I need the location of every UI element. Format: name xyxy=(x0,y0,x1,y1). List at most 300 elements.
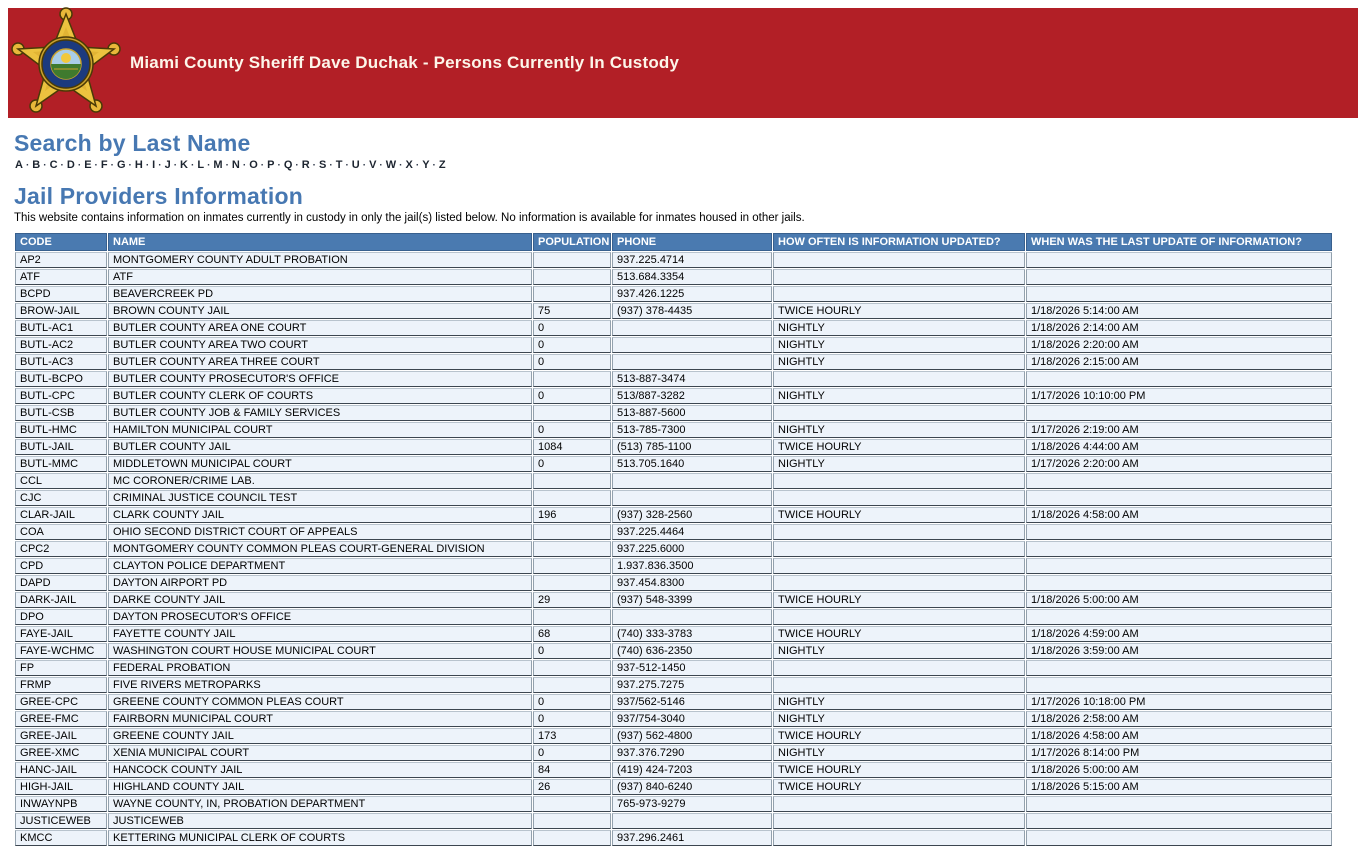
table-row xyxy=(15,592,1332,608)
column-header: PHONE xyxy=(612,233,772,251)
column-header: NAME xyxy=(108,233,532,251)
table-row xyxy=(15,456,1332,472)
table-cell xyxy=(773,796,1025,812)
table-cell xyxy=(1026,677,1332,693)
letter-separator: · xyxy=(77,160,82,171)
table-row xyxy=(15,694,1332,710)
letter-separator: · xyxy=(345,160,349,171)
table-row xyxy=(15,643,1332,659)
table-cell: GREE-XMC xyxy=(15,745,107,761)
table-cell: 0 xyxy=(533,745,611,761)
table-cell: 1/18/2026 2:14:00 AM xyxy=(1026,320,1332,336)
table-cell: 765-973-9279 xyxy=(612,796,772,812)
table-cell xyxy=(533,269,611,285)
table-cell xyxy=(1026,609,1332,625)
table-row xyxy=(15,490,1332,506)
table-cell xyxy=(773,558,1025,574)
table-cell xyxy=(773,371,1025,387)
table-cell: NIGHTLY xyxy=(773,422,1025,438)
table-cell xyxy=(1026,541,1332,557)
table-cell: 0 xyxy=(533,388,611,404)
letter-separator: · xyxy=(128,160,132,171)
table-cell xyxy=(533,813,611,829)
table-row xyxy=(15,677,1332,693)
letter-separator: · xyxy=(94,160,98,171)
table-cell: DARKE COUNTY JAIL xyxy=(108,592,532,608)
table-cell: 937.225.6000 xyxy=(612,541,772,557)
table-cell: FAYETTE COUNTY JAIL xyxy=(108,626,532,642)
table-cell: 937-512-1450 xyxy=(612,660,772,676)
table-cell: 937.454.8300 xyxy=(612,575,772,591)
table-cell xyxy=(533,252,611,268)
table-cell: BROW-JAIL xyxy=(15,303,107,319)
table-cell: 26 xyxy=(533,779,611,795)
table-cell: NIGHTLY xyxy=(773,388,1025,404)
table-cell: 1/17/2026 10:10:00 PM xyxy=(1026,388,1332,404)
table-cell xyxy=(533,541,611,557)
table-cell: 937.225.4714 xyxy=(612,252,772,268)
table-cell: WAYNE COUNTY, IN, PROBATION DEPARTMENT xyxy=(108,796,532,812)
table-cell xyxy=(1026,269,1332,285)
letter-separator: · xyxy=(43,160,47,171)
table-cell: MONTGOMERY COUNTY COMMON PLEAS COURT-GENERAL DIVISION xyxy=(108,541,532,557)
table-cell: BUTLER COUNTY JAIL xyxy=(108,439,532,455)
table-cell: HIGH-JAIL xyxy=(15,779,107,795)
table-cell: (937) 378-4435 xyxy=(612,303,772,319)
table-cell: NIGHTLY xyxy=(773,320,1025,336)
table-cell: TWICE HOURLY xyxy=(773,626,1025,642)
table-cell: 1/18/2026 2:15:00 AM xyxy=(1026,354,1332,370)
table-row xyxy=(15,354,1332,370)
table-cell xyxy=(533,371,611,387)
table-row xyxy=(15,371,1332,387)
table-cell xyxy=(533,524,611,540)
table-cell: 937/754-3040 xyxy=(612,711,772,727)
table-cell xyxy=(1026,558,1332,574)
table-row xyxy=(15,830,1332,846)
table-cell: 513-887-3474 xyxy=(612,371,772,387)
providers-description: This website contains information on inmates currently in custody in only the jail(s) listed below. No information is available for inmates housed in other jails. xyxy=(14,212,805,224)
letter-link-Z[interactable]: Z xyxy=(438,159,446,171)
table-cell xyxy=(1026,473,1332,489)
table-cell: 0 xyxy=(533,694,611,710)
table-header-row xyxy=(15,233,1332,251)
table-cell: BUTLER COUNTY AREA TWO COURT xyxy=(108,337,532,353)
table-cell: 1/18/2026 4:58:00 AM xyxy=(1026,507,1332,523)
letter-separator: · xyxy=(207,160,211,171)
table-cell: HAMILTON MUNICIPAL COURT xyxy=(108,422,532,438)
table-cell: (937) 562-4800 xyxy=(612,728,772,744)
table-cell: BUTL-HMC xyxy=(15,422,107,438)
table-cell: BUTL-JAIL xyxy=(15,439,107,455)
table-cell xyxy=(533,473,611,489)
letter-separator: · xyxy=(225,160,229,171)
letter-link-I[interactable]: I xyxy=(152,159,156,171)
table-cell: ATF xyxy=(108,269,532,285)
table-cell: 0 xyxy=(533,354,611,370)
letter-link-B[interactable]: B xyxy=(32,159,41,171)
table-cell: 1/18/2026 5:00:00 AM xyxy=(1026,762,1332,778)
table-cell: 1084 xyxy=(533,439,611,455)
table-cell: TWICE HOURLY xyxy=(773,779,1025,795)
table-cell: 173 xyxy=(533,728,611,744)
table-cell xyxy=(773,269,1025,285)
letter-link-M[interactable]: M xyxy=(213,159,223,171)
table-cell: KETTERING MUNICIPAL CLERK OF COURTS xyxy=(108,830,532,846)
table-cell: NIGHTLY xyxy=(773,337,1025,353)
letter-link-H[interactable]: H xyxy=(134,159,143,171)
table-cell: XENIA MUNICIPAL COURT xyxy=(108,745,532,761)
table-row xyxy=(15,660,1332,676)
table-row xyxy=(15,745,1332,761)
letter-separator: · xyxy=(110,160,114,171)
table-cell: NIGHTLY xyxy=(773,643,1025,659)
table-row xyxy=(15,524,1332,540)
table-cell: MC CORONER/CRIME LAB. xyxy=(108,473,532,489)
letter-link-O[interactable]: O xyxy=(249,159,258,171)
table-cell: BUTLER COUNTY AREA ONE COURT xyxy=(108,320,532,336)
table-row xyxy=(15,575,1332,591)
table-cell xyxy=(612,609,772,625)
table-row xyxy=(15,779,1332,795)
providers-heading: Jail Providers Information xyxy=(14,183,303,209)
table-cell xyxy=(533,677,611,693)
table-cell: 1/18/2026 2:58:00 AM xyxy=(1026,711,1332,727)
table-cell: (937) 548-3399 xyxy=(612,592,772,608)
table-row xyxy=(15,541,1332,557)
table-cell: (937) 328-2560 xyxy=(612,507,772,523)
table-cell: (740) 636-2350 xyxy=(612,643,772,659)
alphabet-bar xyxy=(14,159,1358,171)
table-cell: NIGHTLY xyxy=(773,354,1025,370)
table-cell: CJC xyxy=(15,490,107,506)
column-header: WHEN WAS THE LAST UPDATE OF INFORMATION? xyxy=(1026,233,1332,251)
table-cell xyxy=(1026,286,1332,302)
table-row xyxy=(15,439,1332,455)
table-cell: 1/18/2026 4:44:00 AM xyxy=(1026,439,1332,455)
table-cell xyxy=(773,677,1025,693)
providers-table-body xyxy=(15,252,1332,846)
table-row xyxy=(15,558,1332,574)
table-cell xyxy=(1026,796,1332,812)
table-cell: GREE-FMC xyxy=(15,711,107,727)
table-cell xyxy=(533,558,611,574)
table-cell xyxy=(533,609,611,625)
letter-separator: · xyxy=(260,160,265,171)
table-cell: CCL xyxy=(15,473,107,489)
table-cell: WASHINGTON COURT HOUSE MUNICIPAL COURT xyxy=(108,643,532,659)
table-cell xyxy=(612,354,772,370)
table-row xyxy=(15,303,1332,319)
table-row xyxy=(15,507,1332,523)
table-cell: BUTLER COUNTY PROSECUTOR'S OFFICE xyxy=(108,371,532,387)
table-cell: CLAR-JAIL xyxy=(15,507,107,523)
table-cell: CRIMINAL JUSTICE COUNCIL TEST xyxy=(108,490,532,506)
table-cell: 196 xyxy=(533,507,611,523)
table-cell xyxy=(533,660,611,676)
table-cell xyxy=(1026,405,1332,421)
table-cell: 937/562-5146 xyxy=(612,694,772,710)
table-row xyxy=(15,388,1332,404)
table-cell: GREENE COUNTY JAIL xyxy=(108,728,532,744)
table-cell xyxy=(533,575,611,591)
table-cell: MONTGOMERY COUNTY ADULT PROBATION xyxy=(108,252,532,268)
table-cell: FIVE RIVERS METROPARKS xyxy=(108,677,532,693)
table-cell xyxy=(773,286,1025,302)
table-cell: 1/18/2026 2:20:00 AM xyxy=(1026,337,1332,353)
letter-link-D[interactable]: D xyxy=(66,159,75,171)
page-title: Miami County Sheriff Dave Duchak - Persons Currently In Custody xyxy=(130,53,680,72)
table-cell: FRMP xyxy=(15,677,107,693)
table-cell: 0 xyxy=(533,456,611,472)
table-cell: BUTL-CSB xyxy=(15,405,107,421)
letter-separator: · xyxy=(312,160,317,171)
table-cell xyxy=(773,830,1025,846)
letter-link-G[interactable]: G xyxy=(116,159,126,171)
letter-separator: · xyxy=(399,160,403,171)
table-cell: CLAYTON POLICE DEPARTMENT xyxy=(108,558,532,574)
table-cell: TWICE HOURLY xyxy=(773,762,1025,778)
table-cell: JUSTICEWEB xyxy=(108,813,532,829)
letter-link-X[interactable]: X xyxy=(405,159,413,171)
table-cell xyxy=(773,541,1025,557)
table-row xyxy=(15,269,1332,285)
table-cell: DAYTON AIRPORT PD xyxy=(108,575,532,591)
table-cell xyxy=(533,286,611,302)
table-row xyxy=(15,609,1332,625)
letter-separator: · xyxy=(432,160,436,171)
table-cell: 1.937.836.3500 xyxy=(612,558,772,574)
table-cell: 1/18/2026 5:15:00 AM xyxy=(1026,779,1332,795)
table-cell: 84 xyxy=(533,762,611,778)
table-cell xyxy=(612,490,772,506)
letter-separator: · xyxy=(60,160,64,171)
letter-link-R[interactable]: R xyxy=(301,159,310,171)
header-banner xyxy=(8,8,1358,118)
table-cell xyxy=(1026,813,1332,829)
table-cell: NIGHTLY xyxy=(773,711,1025,727)
table-cell: 937.225.4464 xyxy=(612,524,772,540)
table-cell: (740) 333-3783 xyxy=(612,626,772,642)
column-header: POPULATION xyxy=(533,233,611,251)
letter-link-T[interactable]: T xyxy=(335,159,343,171)
table-row xyxy=(15,728,1332,744)
table-cell: OHIO SECOND DISTRICT COURT OF APPEALS xyxy=(108,524,532,540)
table-cell: BUTLER COUNTY JOB & FAMILY SERVICES xyxy=(108,405,532,421)
table-cell: INWAYNPB xyxy=(15,796,107,812)
table-cell xyxy=(773,609,1025,625)
table-cell: (937) 840-6240 xyxy=(612,779,772,795)
table-cell: 1/18/2026 4:58:00 AM xyxy=(1026,728,1332,744)
table-cell xyxy=(533,796,611,812)
table-cell: GREE-JAIL xyxy=(15,728,107,744)
table-row xyxy=(15,711,1332,727)
table-cell: BEAVERCREEK PD xyxy=(108,286,532,302)
table-cell xyxy=(533,830,611,846)
table-cell xyxy=(533,405,611,421)
table-cell: GREE-CPC xyxy=(15,694,107,710)
table-cell: 68 xyxy=(533,626,611,642)
table-cell: AP2 xyxy=(15,252,107,268)
table-cell xyxy=(773,252,1025,268)
table-cell: TWICE HOURLY xyxy=(773,303,1025,319)
table-row xyxy=(15,626,1332,642)
table-cell: 0 xyxy=(533,711,611,727)
letter-separator: · xyxy=(415,160,420,171)
table-cell xyxy=(773,575,1025,591)
table-cell: CPD xyxy=(15,558,107,574)
table-cell: HIGHLAND COUNTY JAIL xyxy=(108,779,532,795)
table-cell: 1/18/2026 5:00:00 AM xyxy=(1026,592,1332,608)
letter-separator: · xyxy=(145,160,150,171)
column-header: HOW OFTEN IS INFORMATION UPDATED? xyxy=(773,233,1025,251)
table-cell: HANC-JAIL xyxy=(15,762,107,778)
table-cell: BUTL-AC2 xyxy=(15,337,107,353)
table-cell: TWICE HOURLY xyxy=(773,439,1025,455)
table-cell: BCPD xyxy=(15,286,107,302)
table-row xyxy=(15,762,1332,778)
table-row xyxy=(15,813,1332,829)
table-row xyxy=(15,337,1332,353)
table-cell xyxy=(773,813,1025,829)
table-cell: 75 xyxy=(533,303,611,319)
table-cell: ATF xyxy=(15,269,107,285)
table-cell xyxy=(773,490,1025,506)
table-cell: CPC2 xyxy=(15,541,107,557)
letter-separator: · xyxy=(329,160,333,171)
letter-separator: · xyxy=(242,160,247,171)
letter-link-K[interactable]: K xyxy=(180,159,188,171)
table-cell: JUSTICEWEB xyxy=(15,813,107,829)
table-cell: 513.705.1640 xyxy=(612,456,772,472)
letter-link-Q[interactable]: Q xyxy=(283,159,293,171)
table-cell: 1/17/2026 2:20:00 AM xyxy=(1026,456,1332,472)
table-cell: BUTL-AC3 xyxy=(15,354,107,370)
table-row xyxy=(15,796,1332,812)
letter-separator: · xyxy=(362,160,367,171)
table-cell: 937.275.7275 xyxy=(612,677,772,693)
table-cell: FAYE-WCHMC xyxy=(15,643,107,659)
table-cell: 0 xyxy=(533,422,611,438)
table-row xyxy=(15,286,1332,302)
table-cell: 1/17/2026 8:14:00 PM xyxy=(1026,745,1332,761)
table-cell: DPO xyxy=(15,609,107,625)
table-cell xyxy=(1026,660,1332,676)
table-cell: 937.426.1225 xyxy=(612,286,772,302)
table-cell xyxy=(1026,830,1332,846)
letter-link-E[interactable]: E xyxy=(84,159,92,171)
table-cell: BUTLER COUNTY CLERK OF COURTS xyxy=(108,388,532,404)
table-cell: 0 xyxy=(533,320,611,336)
table-cell: 513-887-5600 xyxy=(612,405,772,421)
letter-link-V[interactable]: V xyxy=(369,159,377,171)
table-cell: BUTL-AC1 xyxy=(15,320,107,336)
table-cell: 513/887-3282 xyxy=(612,388,772,404)
table-cell: BUTL-BCPO xyxy=(15,371,107,387)
letter-link-P[interactable]: P xyxy=(267,159,275,171)
letter-separator: · xyxy=(190,160,195,171)
table-cell: 937.296.2461 xyxy=(612,830,772,846)
table-cell: MIDDLETOWN MUNICIPAL COURT xyxy=(108,456,532,472)
table-cell xyxy=(773,473,1025,489)
table-cell: 513-785-7300 xyxy=(612,422,772,438)
table-row xyxy=(15,320,1332,336)
table-cell xyxy=(612,320,772,336)
table-cell: GREENE COUNTY COMMON PLEAS COURT xyxy=(108,694,532,710)
table-cell: FP xyxy=(15,660,107,676)
table-cell: 1/17/2026 2:19:00 AM xyxy=(1026,422,1332,438)
table-cell: FAIRBORN MUNICIPAL COURT xyxy=(108,711,532,727)
letter-link-W[interactable]: W xyxy=(385,159,397,171)
letter-separator: · xyxy=(295,160,299,171)
table-cell: BROWN COUNTY JAIL xyxy=(108,303,532,319)
letter-separator: · xyxy=(158,160,162,171)
table-cell xyxy=(612,473,772,489)
table-cell: NIGHTLY xyxy=(773,745,1025,761)
table-cell xyxy=(773,405,1025,421)
column-header: CODE xyxy=(15,233,107,251)
table-cell xyxy=(773,524,1025,540)
table-cell: DAPD xyxy=(15,575,107,591)
table-cell: DARK-JAIL xyxy=(15,592,107,608)
table-cell: FEDERAL PROBATION xyxy=(108,660,532,676)
table-cell xyxy=(1026,490,1332,506)
table-cell xyxy=(773,660,1025,676)
table-cell: TWICE HOURLY xyxy=(773,728,1025,744)
table-cell: 1/18/2026 4:59:00 AM xyxy=(1026,626,1332,642)
table-cell xyxy=(1026,524,1332,540)
table-cell xyxy=(533,490,611,506)
providers-table xyxy=(14,232,1333,847)
table-cell xyxy=(1026,575,1332,591)
table-cell xyxy=(612,813,772,829)
table-cell: 1/17/2026 10:18:00 PM xyxy=(1026,694,1332,710)
letter-link-A[interactable]: A xyxy=(15,159,23,171)
table-cell: 937.376.7290 xyxy=(612,745,772,761)
table-row xyxy=(15,422,1332,438)
letter-link-U[interactable]: U xyxy=(351,159,360,171)
letter-link-L[interactable]: L xyxy=(197,159,205,171)
letter-separator: · xyxy=(173,160,178,171)
table-cell xyxy=(1026,252,1332,268)
table-cell: BUTL-CPC xyxy=(15,388,107,404)
letter-link-F[interactable]: F xyxy=(100,159,108,171)
letter-separator: · xyxy=(379,160,383,171)
table-cell: DAYTON PROSECUTOR'S OFFICE xyxy=(108,609,532,625)
table-cell: CLARK COUNTY JAIL xyxy=(108,507,532,523)
table-cell: NIGHTLY xyxy=(773,456,1025,472)
sheriff-badge-logo xyxy=(10,7,122,119)
letter-link-Y[interactable]: Y xyxy=(422,159,430,171)
table-row xyxy=(15,252,1332,268)
letter-link-S[interactable]: S xyxy=(319,159,327,171)
table-cell: 29 xyxy=(533,592,611,608)
letter-separator: · xyxy=(25,160,30,171)
table-cell: HANCOCK COUNTY JAIL xyxy=(108,762,532,778)
letter-link-J[interactable]: J xyxy=(164,159,171,171)
table-row xyxy=(15,405,1332,421)
table-cell: FAYE-JAIL xyxy=(15,626,107,642)
table-cell xyxy=(612,337,772,353)
table-row xyxy=(15,473,1332,489)
table-cell: TWICE HOURLY xyxy=(773,592,1025,608)
table-cell: 513.684.3354 xyxy=(612,269,772,285)
table-cell: BUTLER COUNTY AREA THREE COURT xyxy=(108,354,532,370)
table-cell: BUTL-MMC xyxy=(15,456,107,472)
letter-link-N[interactable]: N xyxy=(231,159,240,171)
table-cell: NIGHTLY xyxy=(773,694,1025,710)
letter-link-C[interactable]: C xyxy=(49,159,58,171)
